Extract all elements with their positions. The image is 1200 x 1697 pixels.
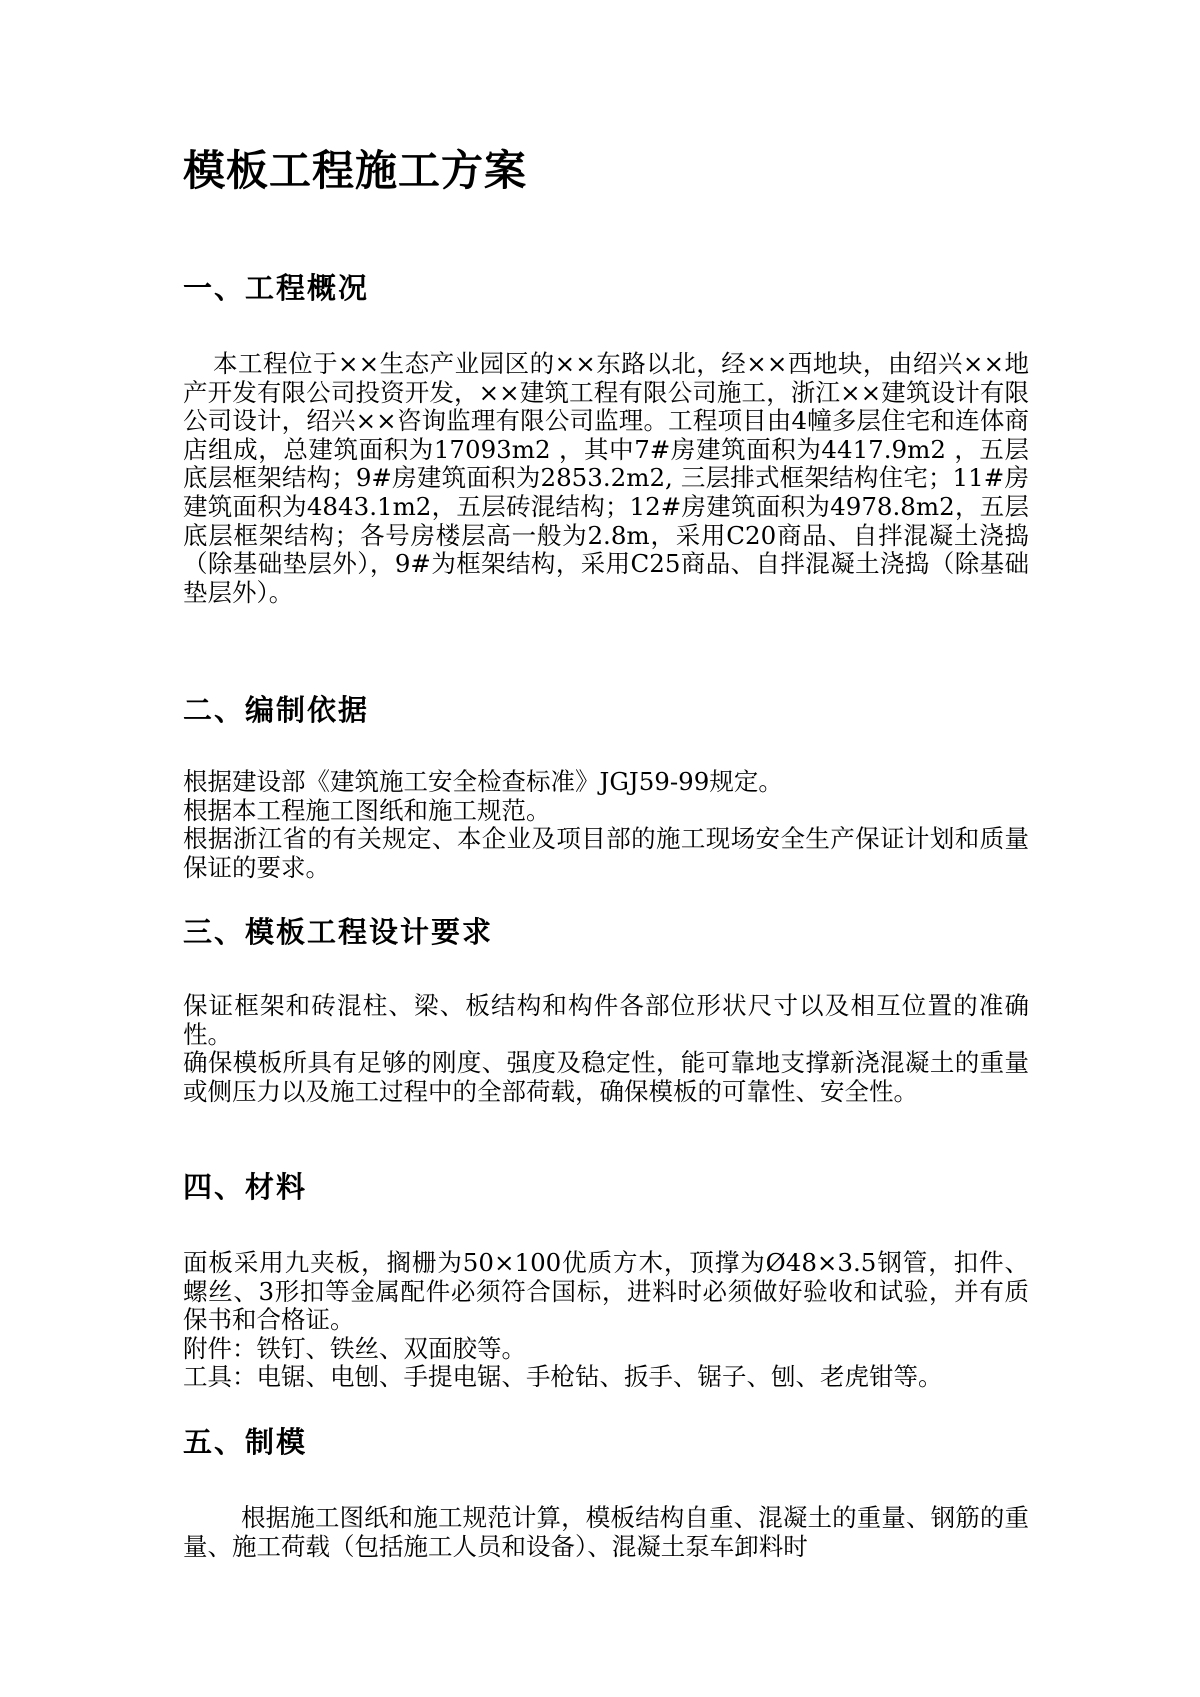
- paragraph: 根据本工程施工图纸和施工规范。: [183, 795, 551, 825]
- paragraph: 根据施工图纸和施工规范计算，模板结构自重、混凝土的重量、钢筋的重量、施工荷载（包括施工人员和设备）、混凝土泵车卸料时: [183, 1503, 1029, 1561]
- section-materials: [183, 1167, 1029, 1392]
- paragraph: 保证框架和砖混柱、梁、板结构和构件各部位形状尺寸以及相互位置的准确性。: [183, 991, 1029, 1049]
- section-heading: 一、工程概况: [183, 271, 370, 305]
- section-body: [183, 992, 1029, 1106]
- paragraph: 工具：电锯、电刨、手提电锯、手枪钻、扳手、锯子、刨、老虎钳等。: [183, 1362, 943, 1392]
- paragraph: 确保模板所具有足够的刚度、强度及稳定性，能可靠地支撑新浇混凝土的重量或侧压力以及施工过程中的全部荷载，确保模板的可靠性、安全性。: [183, 1048, 1029, 1106]
- section-heading: 三、模板工程设计要求: [183, 915, 494, 949]
- paragraph: 面板采用九夹板，搁栅为50×100优质方木，顶撑为Ø48×3.5钢管，扣件、螺丝、3形扣等金属配件必须符合国标，进料时必须做好验收和试验，并有质保书和合格证。: [183, 1248, 1029, 1335]
- paragraph: 根据浙江省的有关规定、本企业及项目部的施工现场安全生产保证计划和质量保证的要求。: [183, 824, 1029, 882]
- document-title: 模板工程施工方案: [183, 146, 528, 195]
- paragraph: 根据建设部《建筑施工安全检查标准》JGJ59-99规定。: [183, 767, 783, 796]
- section-body: [183, 1504, 1029, 1561]
- paragraph: 附件：铁钉、铁丝、双面胶等。: [183, 1333, 526, 1363]
- section-body: [183, 350, 1029, 607]
- section-formwork-making: [183, 1422, 1029, 1561]
- section-body: [183, 1249, 1029, 1392]
- section-design-requirements: [183, 912, 1029, 1106]
- section-heading: 二、编制依据: [183, 693, 370, 727]
- section-body: [183, 768, 1029, 882]
- section-heading: 四、材料: [183, 1170, 308, 1204]
- section-heading: 五、制模: [183, 1425, 308, 1459]
- section-basis: [183, 690, 1029, 882]
- section-project-overview: [183, 268, 1029, 607]
- paragraph: 本工程位于××生态产业园区的××东路以北，经××西地块，由绍兴××地产开发有限公司投资开发，××建筑工程有限公司施工，浙江××建筑设计有限公司设计，绍兴××咨询监理有限公司监理。工程项目由4幢多层住宅和连体商店组成，总建筑面积为17093m2 ，其中7#房建筑面积为4417.9m2 ，五层底层框架结构；9#房建筑面积为2853.2m2, 三层排式框架结构住宅；11#房建筑面积为4843.1m2，五层砖混结构；12#房建筑面积为4978.8m2，五层底层框架结构；各号房楼层高一般为2.8m，采用C20商品、自拌混凝土浇捣（除基础垫层外），9#为框架结构，采用C25商品、自拌混凝土浇捣（除基础垫层外）。: [183, 349, 1029, 607]
